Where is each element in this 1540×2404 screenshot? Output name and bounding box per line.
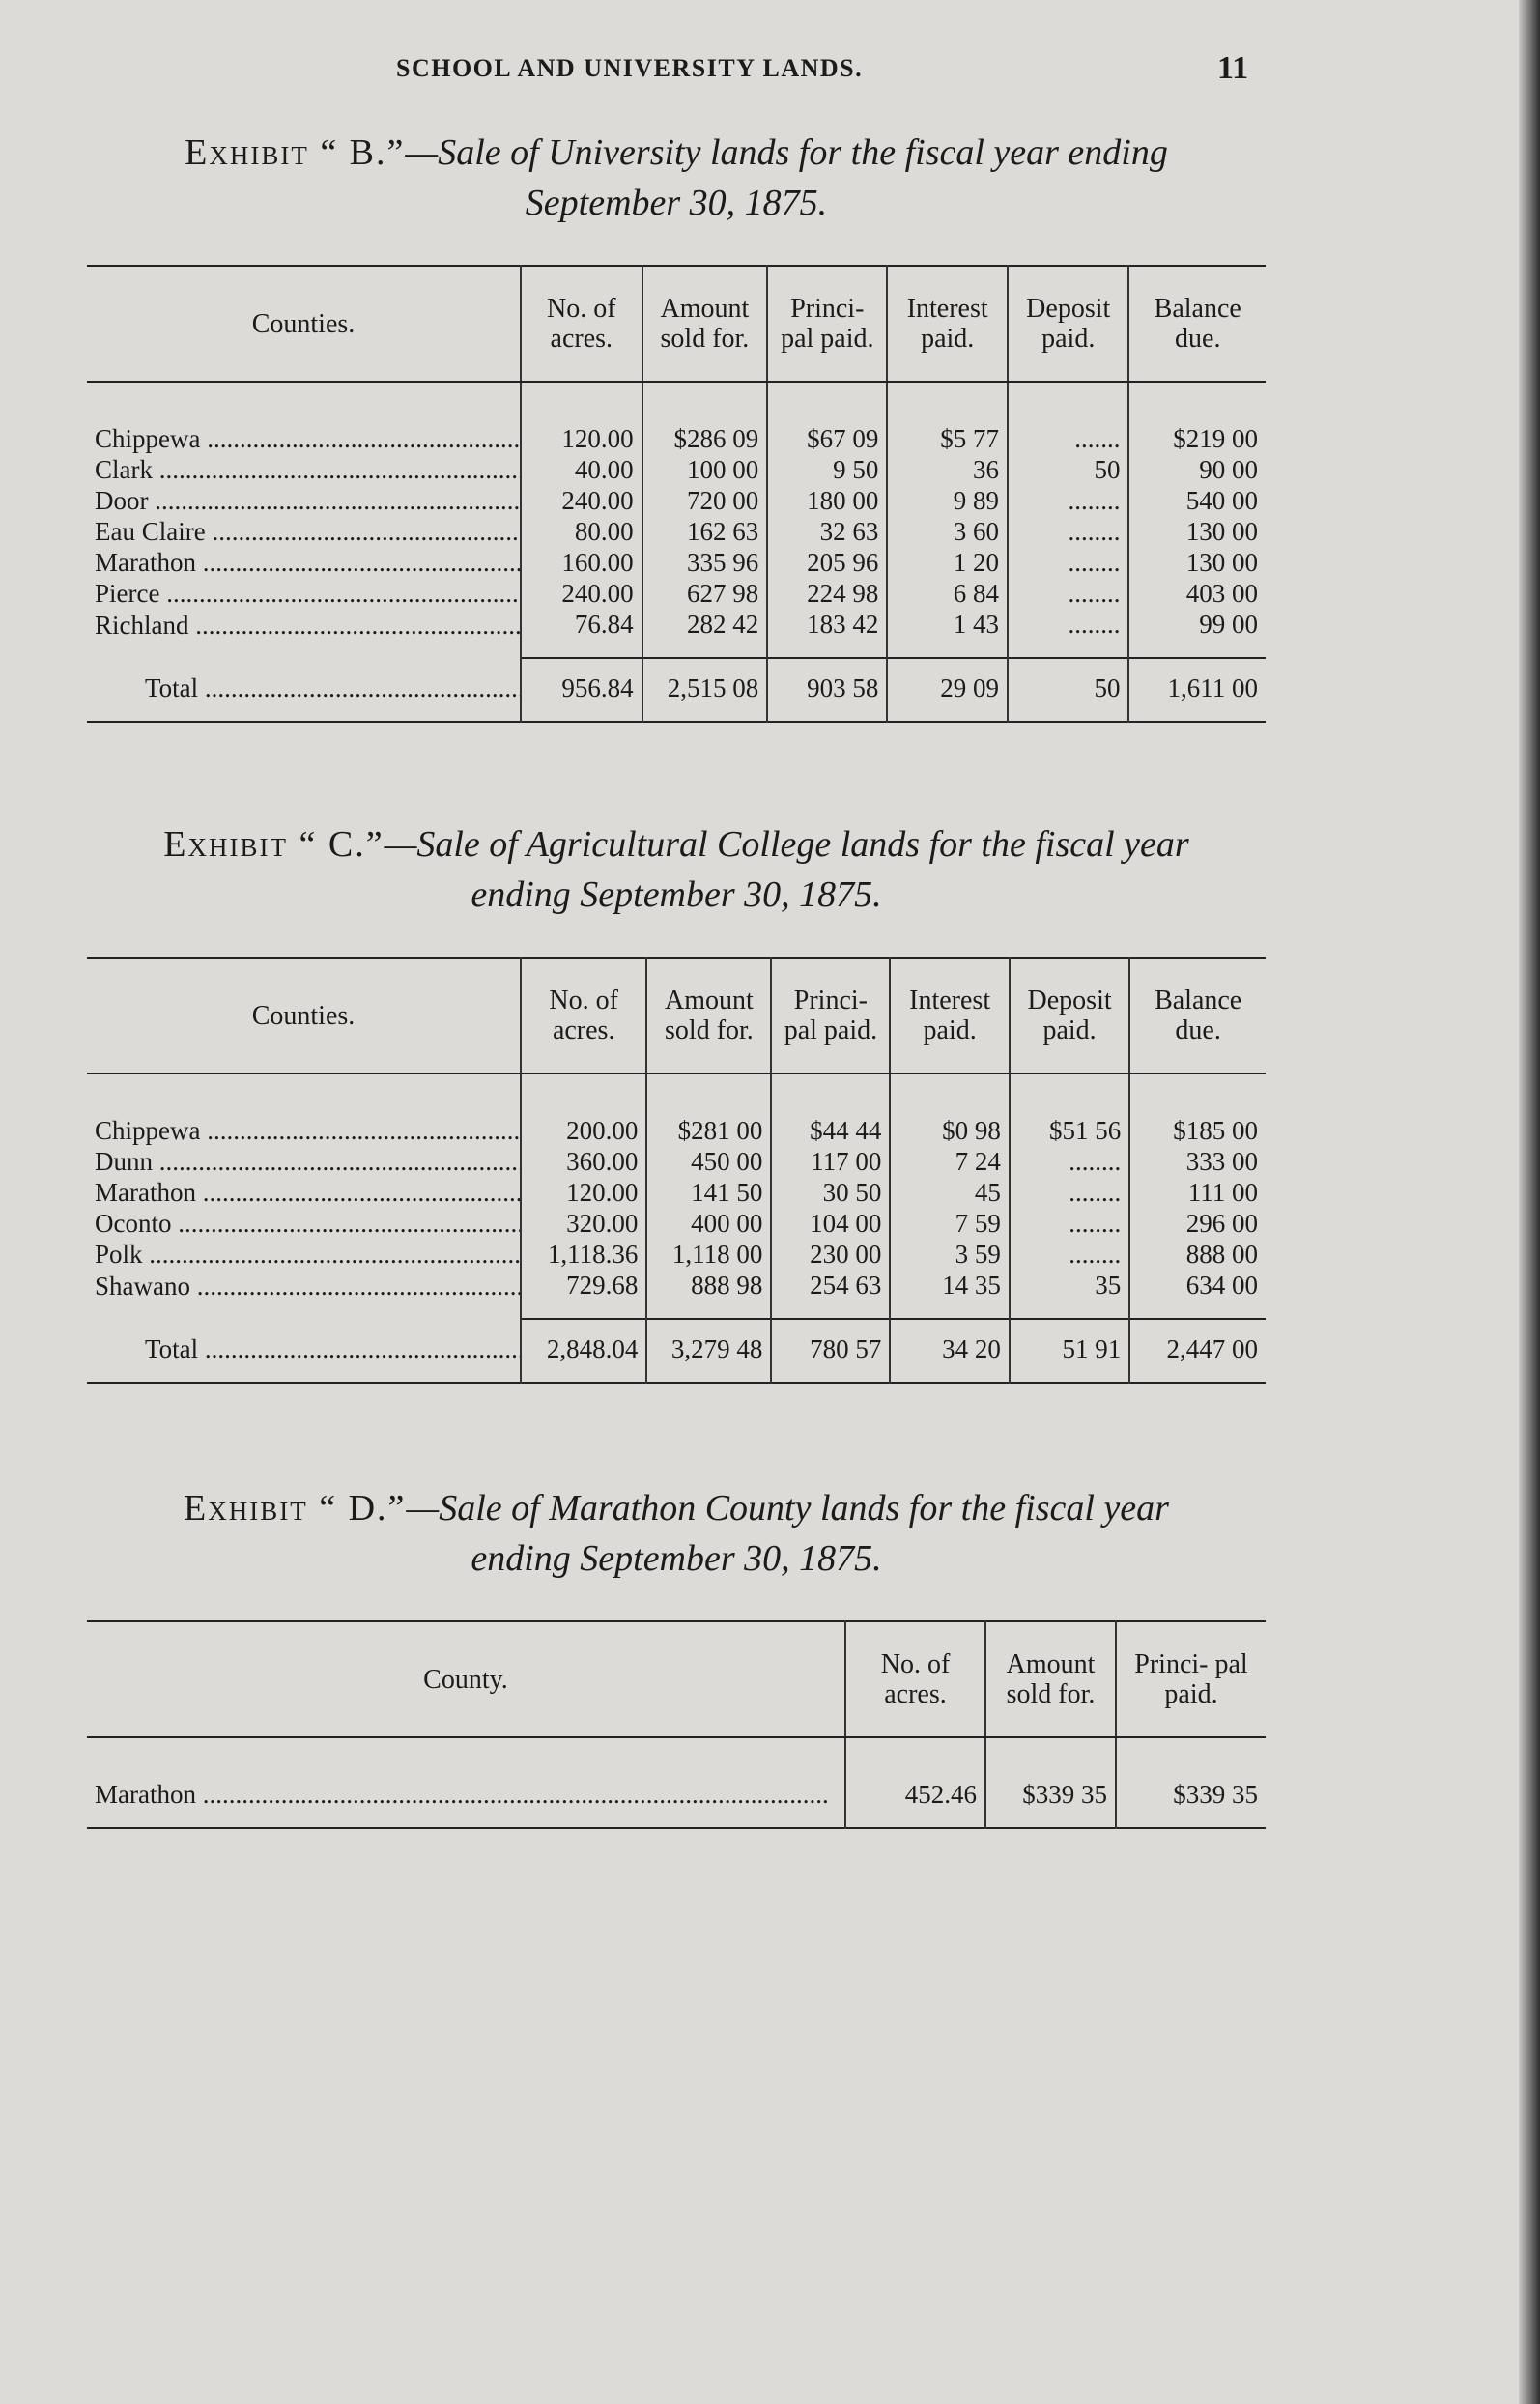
total-value-cell: 2,848.04 xyxy=(521,1319,646,1383)
exhibit-c xyxy=(87,819,1266,1384)
value-cell: ........ xyxy=(1010,1177,1129,1208)
column-header: Counties. xyxy=(87,266,521,382)
value-cell: 1,118.36 xyxy=(521,1239,646,1270)
table-row xyxy=(87,454,1266,485)
value-cell: 141 50 xyxy=(646,1177,771,1208)
value-cell: 450 00 xyxy=(646,1146,771,1177)
table-row xyxy=(87,1208,1266,1239)
table-row xyxy=(87,1073,1266,1146)
value-cell: $281 00 xyxy=(646,1073,771,1146)
county-name-cell: Marathon ..... xyxy=(87,1737,845,1828)
county-name-cell: Dunn ..... xyxy=(87,1146,521,1177)
value-cell: 282 42 xyxy=(642,609,768,658)
value-cell: 540 00 xyxy=(1128,485,1266,516)
value-cell: 9 50 xyxy=(767,454,887,485)
value-cell: 120.00 xyxy=(521,1177,646,1208)
header-row xyxy=(87,958,1266,1073)
exhibit-d-table xyxy=(87,1620,1266,1829)
column-header: Princi- pal paid. xyxy=(1116,1621,1266,1737)
value-cell: 3 59 xyxy=(890,1239,1009,1270)
running-title: SCHOOL AND UNIVERSITY LANDS. xyxy=(396,54,864,82)
value-cell: 130 00 xyxy=(1128,547,1266,578)
exhibit-description: —Sale of Marathon County lands for the fiscal year xyxy=(406,1488,1169,1529)
county-name-cell: Chippewa ..... xyxy=(87,1073,521,1146)
value-cell: 32 63 xyxy=(767,516,887,547)
value-cell: 50 xyxy=(1008,454,1128,485)
value-cell: 160.00 xyxy=(521,547,642,578)
column-header: No. of acres. xyxy=(521,266,642,382)
total-row xyxy=(87,658,1266,722)
value-cell: 720 00 xyxy=(642,485,768,516)
value-cell: 729.68 xyxy=(521,1270,646,1319)
value-cell: 888 98 xyxy=(646,1270,771,1319)
county-name-cell: Pierce ..... xyxy=(87,578,521,609)
value-cell: ........ xyxy=(1008,485,1128,516)
exhibit-label: Exhibit “ C.” xyxy=(163,824,385,865)
value-cell: 100 00 xyxy=(642,454,768,485)
exhibit-d xyxy=(87,1483,1266,1829)
exhibit-description-line2: ending September 30, 1875. xyxy=(471,874,882,915)
column-header: Amount sold for. xyxy=(642,266,768,382)
value-cell: 320.00 xyxy=(521,1208,646,1239)
value-cell: 120.00 xyxy=(521,382,642,454)
county-name-cell: Clark ..... xyxy=(87,454,521,485)
header-row xyxy=(87,1621,1266,1737)
value-cell: 200.00 xyxy=(521,1073,646,1146)
column-header: Deposit paid. xyxy=(1010,958,1129,1073)
value-cell: 360.00 xyxy=(521,1146,646,1177)
table-row xyxy=(87,382,1266,454)
value-cell: 634 00 xyxy=(1129,1270,1266,1319)
total-value-cell: 903 58 xyxy=(767,658,887,722)
column-header: Balance due. xyxy=(1129,958,1266,1073)
page-header xyxy=(0,50,1540,93)
value-cell: 45 xyxy=(890,1177,1009,1208)
value-cell: 117 00 xyxy=(771,1146,890,1177)
exhibit-b-title xyxy=(87,128,1266,228)
value-cell: $5 77 xyxy=(887,382,1008,454)
value-cell: $67 09 xyxy=(767,382,887,454)
county-name-cell: Eau Claire ..... xyxy=(87,516,521,547)
value-cell: 99 00 xyxy=(1128,609,1266,658)
value-cell: 14 35 xyxy=(890,1270,1009,1319)
page-number: 11 xyxy=(1217,50,1249,86)
value-cell: $339 35 xyxy=(1116,1737,1266,1828)
value-cell: 400 00 xyxy=(646,1208,771,1239)
total-value-cell: 2,515 08 xyxy=(642,658,768,722)
total-label-cell: Total ..... xyxy=(87,658,521,722)
value-cell: 7 24 xyxy=(890,1146,1009,1177)
total-value-cell: 51 91 xyxy=(1010,1319,1129,1383)
column-header: Interest paid. xyxy=(887,266,1008,382)
total-value-cell: 2,447 00 xyxy=(1129,1319,1266,1383)
exhibit-description-line2: ending September 30, 1875. xyxy=(471,1538,882,1579)
value-cell: 9 89 xyxy=(887,485,1008,516)
county-name-cell: Marathon ..... xyxy=(87,547,521,578)
value-cell: $286 09 xyxy=(642,382,768,454)
value-cell: 162 63 xyxy=(642,516,768,547)
county-name-cell: Oconto ..... xyxy=(87,1208,521,1239)
value-cell: 403 00 xyxy=(1128,578,1266,609)
value-cell: ........ xyxy=(1008,547,1128,578)
table-row xyxy=(87,1737,1266,1828)
value-cell: 254 63 xyxy=(771,1270,890,1319)
value-cell: 335 96 xyxy=(642,547,768,578)
column-header: Balance due. xyxy=(1128,266,1266,382)
exhibit-c-title xyxy=(87,819,1266,920)
value-cell: 35 xyxy=(1010,1270,1129,1319)
value-cell: 90 00 xyxy=(1128,454,1266,485)
value-cell: 130 00 xyxy=(1128,516,1266,547)
value-cell: ........ xyxy=(1010,1208,1129,1239)
value-cell: 240.00 xyxy=(521,578,642,609)
column-header: No. of acres. xyxy=(521,958,646,1073)
value-cell: 205 96 xyxy=(767,547,887,578)
exhibit-b xyxy=(87,128,1266,723)
value-cell: ....... xyxy=(1008,382,1128,454)
county-name-cell: Richland ..... xyxy=(87,609,521,658)
value-cell: 627 98 xyxy=(642,578,768,609)
value-cell: 1 43 xyxy=(887,609,1008,658)
value-cell: $51 56 xyxy=(1010,1073,1129,1146)
exhibit-label: Exhibit “ D.” xyxy=(184,1488,407,1529)
value-cell: $339 35 xyxy=(985,1737,1116,1828)
column-header: Amount sold for. xyxy=(985,1621,1116,1737)
value-cell: 888 00 xyxy=(1129,1239,1266,1270)
value-cell: 224 98 xyxy=(767,578,887,609)
value-cell: 183 42 xyxy=(767,609,887,658)
exhibit-c-table xyxy=(87,957,1266,1384)
column-header: County. xyxy=(87,1621,845,1737)
value-cell: 240.00 xyxy=(521,485,642,516)
total-value-cell: 50 xyxy=(1008,658,1128,722)
table-row xyxy=(87,1270,1266,1319)
value-cell: 1 20 xyxy=(887,547,1008,578)
book-binding-edge xyxy=(1519,0,1540,2404)
value-cell: 333 00 xyxy=(1129,1146,1266,1177)
exhibit-description: —Sale of Agricultural College lands for the fiscal year xyxy=(384,824,1189,865)
exhibit-description: —Sale of University lands for the fiscal year ending xyxy=(405,132,1168,173)
value-cell: 452.46 xyxy=(845,1737,985,1828)
table-row xyxy=(87,485,1266,516)
total-value-cell: 956.84 xyxy=(521,658,642,722)
exhibit-label: Exhibit “ B.” xyxy=(185,132,406,173)
value-cell: 7 59 xyxy=(890,1208,1009,1239)
value-cell: 1,118 00 xyxy=(646,1239,771,1270)
column-header: Amount sold for. xyxy=(646,958,771,1073)
table-row xyxy=(87,547,1266,578)
table-row xyxy=(87,1177,1266,1208)
exhibit-description-line2: September 30, 1875. xyxy=(525,183,828,223)
value-cell: 104 00 xyxy=(771,1208,890,1239)
value-cell: $44 44 xyxy=(771,1073,890,1146)
table-row xyxy=(87,516,1266,547)
value-cell: 40.00 xyxy=(521,454,642,485)
county-name-cell: Door ..... xyxy=(87,485,521,516)
column-header: Princi- pal paid. xyxy=(767,266,887,382)
header-row xyxy=(87,266,1266,382)
value-cell: ........ xyxy=(1008,578,1128,609)
county-name-cell: Marathon ..... xyxy=(87,1177,521,1208)
value-cell: 296 00 xyxy=(1129,1208,1266,1239)
total-value-cell: 1,611 00 xyxy=(1128,658,1266,722)
column-header: Deposit paid. xyxy=(1008,266,1128,382)
value-cell: ........ xyxy=(1010,1146,1129,1177)
value-cell: $0 98 xyxy=(890,1073,1009,1146)
value-cell: 111 00 xyxy=(1129,1177,1266,1208)
county-name-cell: Chippewa ..... xyxy=(87,382,521,454)
value-cell: 230 00 xyxy=(771,1239,890,1270)
value-cell: ........ xyxy=(1010,1239,1129,1270)
value-cell: ........ xyxy=(1008,609,1128,658)
value-cell: 30 50 xyxy=(771,1177,890,1208)
total-value-cell: 29 09 xyxy=(887,658,1008,722)
total-value-cell: 780 57 xyxy=(771,1319,890,1383)
total-value-cell: 34 20 xyxy=(890,1319,1009,1383)
value-cell: 6 84 xyxy=(887,578,1008,609)
column-header: Counties. xyxy=(87,958,521,1073)
value-cell: 76.84 xyxy=(521,609,642,658)
table-row xyxy=(87,1146,1266,1177)
total-row xyxy=(87,1319,1266,1383)
column-header: Interest paid. xyxy=(890,958,1009,1073)
exhibit-d-title xyxy=(87,1483,1266,1584)
value-cell: $219 00 xyxy=(1128,382,1266,454)
column-header: No. of acres. xyxy=(845,1621,985,1737)
column-header: Princi- pal paid. xyxy=(771,958,890,1073)
table-row xyxy=(87,578,1266,609)
exhibit-b-table xyxy=(87,265,1266,723)
county-name-cell: Shawano ..... xyxy=(87,1270,521,1319)
value-cell: 3 60 xyxy=(887,516,1008,547)
value-cell: ........ xyxy=(1008,516,1128,547)
table-row xyxy=(87,1239,1266,1270)
value-cell: 36 xyxy=(887,454,1008,485)
table-row xyxy=(87,609,1266,658)
county-name-cell: Polk ..... xyxy=(87,1239,521,1270)
value-cell: 80.00 xyxy=(521,516,642,547)
total-value-cell: 3,279 48 xyxy=(646,1319,771,1383)
total-label-cell: Total ..... xyxy=(87,1319,521,1383)
value-cell: $185 00 xyxy=(1129,1073,1266,1146)
value-cell: 180 00 xyxy=(767,485,887,516)
